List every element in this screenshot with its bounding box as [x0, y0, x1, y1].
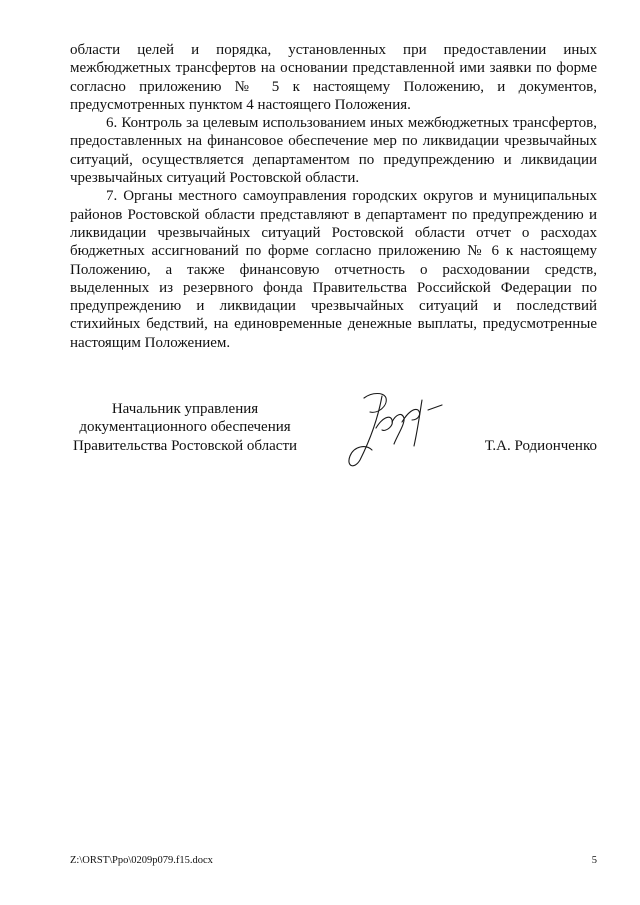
paragraph-continued: области целей и порядка, установленных при предоставлении иных межбюджетных трансфертов на основании представленной ими заявки по форме согласно приложению № 5 к настоящему Положению, и документов, предусмотренных пунктом 4 настоящего Положения.: [70, 42, 597, 113]
paragraph-7: 7. Органы местного самоуправления городских округов и муниципальных районов Ростовской области представляют в департамент по предупреждению и ликвидации чрезвычайных ситуаций Ростовской области отчет о расходах бюджетных ассигнований по форме согласно приложению № 6 к настоящему Положению, а также финансовую отчетность о расходовании средств, выделенных из резервного фонда Правительства Российской Федерации по предупреждению и ликвидации чрезвычайных ситуаций и последствий стихийных бедствий, на единовременные денежные выплаты, предусмотренные настоящим Положением.: [70, 188, 597, 351]
page-number: 5: [591, 855, 597, 866]
signatory-title-line-2: документационного обеспечения: [79, 419, 291, 436]
handwritten-signature: [342, 388, 452, 478]
paragraph-6: 6. Контроль за целевым использованием иных межбюджетных трансфертов, предоставленных на финансовое обеспечение мер по ликвидации чрезвычайных ситуаций, осуществляется департаментом по предупреждению и ликвидации чрезвычайных ситуаций Ростовской области.: [70, 115, 597, 187]
file-path: Z:\ORST\Ppo\0209p079.f15.docx: [70, 855, 213, 866]
signatory-title-line-3: Правительства Ростовской области: [72, 437, 298, 454]
signature-block: [70, 400, 597, 480]
signatory-title-line-1: Начальник управления: [111, 401, 259, 417]
signatory-title: [70, 400, 300, 455]
document-body: [70, 41, 597, 352]
signatory-name: Т.А. Родионченко: [484, 437, 597, 454]
